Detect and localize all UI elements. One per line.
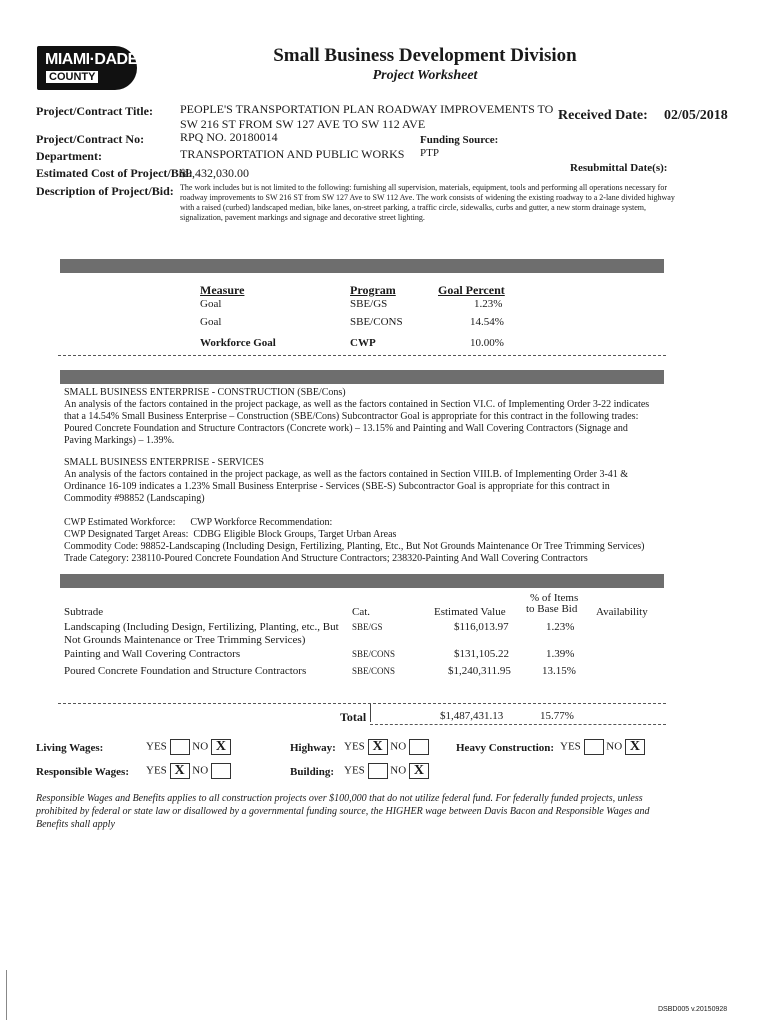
goal-row-1-measure: Goal	[200, 298, 222, 310]
subtrade-header: Subtrade	[64, 606, 104, 618]
measure-header: Measure	[200, 283, 245, 297]
subtrade-row-1-pct: 1.23%	[546, 621, 575, 633]
estimated-cost-value: $9,432,030.00	[180, 166, 249, 180]
logo-miami-text: MIAMI·DADE	[45, 51, 138, 68]
availability-header: Availability	[596, 606, 648, 618]
heavy-construction-row	[456, 742, 554, 754]
logo-county-text: COUNTY	[46, 71, 98, 83]
project-title-label: Project/Contract Title:	[36, 104, 153, 118]
highway-options	[344, 739, 429, 755]
resubmittal-date-label: Resubmittal Date(s):	[570, 162, 668, 174]
building-no-label: NO	[390, 764, 407, 777]
responsible-wages-yes-label: YES	[146, 764, 167, 777]
goal-row-1-program: SBE/GS	[350, 298, 388, 310]
goal-percent-header: Goal Percent	[438, 283, 505, 297]
document-title: Small Business Development Division	[273, 45, 577, 66]
funding-source-value: PTP	[420, 147, 439, 159]
subtrade-row-1-cat: SBE/GS	[352, 622, 383, 632]
department-value: TRANSPORTATION AND PUBLIC WORKS	[180, 147, 405, 161]
responsible-wages-label: Responsible Wages:	[36, 766, 130, 778]
building-yes-label: YES	[344, 764, 365, 777]
responsible-wages-yes-checkbox[interactable]: X	[170, 763, 190, 779]
building-row	[290, 766, 334, 778]
description-label: Description of Project/Bid:	[36, 184, 174, 198]
subtrade-row-3-pct: 13.15%	[542, 665, 576, 677]
cwp-target-areas-line: CWP Designated Target Areas: CDBG Eligible Block Groups, Target Urban Areas	[64, 529, 397, 540]
goal-row-2-program: SBE/CONS	[350, 316, 403, 328]
living-wages-options	[146, 739, 231, 755]
pct-items-header-2: to Base Bid	[526, 603, 578, 615]
responsible-wages-note: Responsible Wages and Benefits applies to all construction projects over $100,000 that do not utilize federal fund. For federally funded projects, unless prohibited by federal or state law or disallowed by a governmental funding source, the HIGHER wage between Davis Bacon and Responsible Wages and Benefits shall apply	[36, 793, 650, 830]
building-yes-checkbox[interactable]	[368, 763, 388, 779]
received-date-label: Received Date:	[558, 108, 648, 123]
subtrade-row-2-cat: SBE/CONS	[352, 649, 396, 659]
building-options	[344, 763, 429, 779]
sbe-cons-heading: SMALL BUSINESS ENTERPRISE - CONSTRUCTION (SBE/Cons)	[64, 387, 346, 398]
trade-category-line: Trade Category: 238110-Poured Concrete Foundation And Structure Contractors; 238320-Painting And Wall Covering Contractors	[64, 553, 588, 564]
subtrade-row-2-pct: 1.39%	[546, 648, 575, 660]
estimated-value-header: Estimated Value	[434, 606, 506, 618]
department-label: Department:	[36, 149, 102, 163]
workforce-goal-percent: 10.00%	[470, 337, 504, 349]
heavy-construction-label: Heavy Construction:	[456, 742, 555, 754]
goal-row-2-percent: 14.54%	[470, 316, 504, 328]
funding-source-label: Funding Source:	[420, 134, 499, 146]
goal-row-2-measure: Goal	[200, 316, 222, 328]
contract-no-label: Project/Contract No:	[36, 132, 145, 146]
subtrade-row-3-value: $1,240,311.95	[448, 665, 511, 677]
highway-label: Highway:	[290, 742, 336, 754]
goals-divider	[58, 355, 666, 356]
description-value: The work includes but is not limited to the following: furnishing all supervision, materials, equipment, tools and performing all operations necessary for roadway improvements to SW 216 ST from SW 127 Ave to SW 112 Ave. The work consists of widening the existing roadway to a 2-lane divided highway with a raised (curbed) landscaped median, bike lanes, on-street parking, a traffic circle, sidewalks, curbs and gutter, a new storm drainage system, signalization, pavement markings and signage and decorative street lighting.	[180, 183, 675, 222]
received-date-value: 02/05/2018	[664, 108, 728, 123]
highway-row	[290, 742, 336, 754]
building-no-checkbox[interactable]: X	[409, 763, 429, 779]
contract-no-value: RPQ NO. 20180014	[180, 130, 278, 144]
living-wages-no-checkbox[interactable]: X	[211, 739, 231, 755]
heavy-construction-options	[560, 739, 645, 755]
total-pct: 15.77%	[540, 710, 574, 722]
sbe-services-heading: SMALL BUSINESS ENTERPRISE - SERVICES	[64, 457, 264, 468]
subtrade-row-1-value: $116,013.97	[454, 621, 509, 633]
heavy-no-checkbox[interactable]: X	[625, 739, 645, 755]
project-title-value-1: PEOPLE'S TRANSPORTATION PLAN ROADWAY IMPROVEMENTS TO	[180, 102, 554, 116]
heavy-yes-checkbox[interactable]	[584, 739, 604, 755]
total-value: $1,487,431.13	[440, 710, 504, 722]
responsible-wages-no-checkbox[interactable]	[211, 763, 231, 779]
subtrade-divider	[58, 703, 666, 704]
subtrade-row-1-name-cont: Not Grounds Maintenance or Tree Trimming Services)	[64, 634, 306, 646]
cwp-workforce-line: CWP Estimated Workforce: CWP Workforce Recommendation:	[64, 517, 333, 528]
goals-section-bar	[60, 259, 664, 273]
living-wages-yes-checkbox[interactable]	[170, 739, 190, 755]
heavy-no-label: NO	[606, 740, 623, 753]
sbe-cons-text: An analysis of the factors contained in the project package, as well as the factors contained in Section VI.C. of Implementing Order 3-22 indicates that a 14.54% Small Business Enterprise – Construction (SBE/Cons) Subcontractor Goal is appropriate for this contract in the following trades: Poured Concrete Foundation and Structure Contractors (Concrete work) – 13.15% and Painting and Wall Covering Contractors (Signage and Paving Markings) – 1.39%.	[64, 399, 650, 446]
responsible-wages-options	[146, 763, 231, 779]
form-code: DSBD005 v.20150928	[658, 1006, 728, 1013]
pct-items-header-1: % of Items	[530, 592, 579, 604]
workforce-goal-measure: Workforce Goal	[200, 337, 276, 349]
document-subtitle: Project Worksheet	[372, 68, 478, 83]
subtrade-row-2-name: Painting and Wall Covering Contractors	[64, 648, 241, 660]
workforce-goal-program: CWP	[350, 337, 376, 349]
total-label: Total	[340, 710, 367, 724]
total-divider-line	[370, 704, 371, 722]
analysis-section-bar	[60, 370, 664, 384]
commodity-code-line: Commodity Code: 98852-Landscaping (Including Design, Fertilizing, Planting, Etc., But Not Grounds Maintenance Or Tree Trimming Services)	[64, 541, 645, 552]
subtrade-row-1-name: Landscaping (Including Design, Fertilizing, Planting, etc., But	[64, 621, 339, 633]
highway-yes-checkbox[interactable]: X	[368, 739, 388, 755]
subtrade-row-2-value: $131,105.22	[454, 648, 509, 660]
highway-yes-label: YES	[344, 740, 365, 753]
total-underline	[370, 724, 666, 725]
living-wages-label: Living Wages:	[36, 742, 104, 754]
sbe-services-text: An analysis of the factors contained in the project package, as well as the factors contained in Section VIII.B. of Implementing Order 3-41 & Ordinance 16-109 indicates a 1.23% Small Business Enterprise - Services (SBE-S) Subcontractor Goal is appropriate for this contract in Commodity #98852 (Landscaping)	[64, 469, 629, 504]
cat-header: Cat.	[352, 606, 371, 618]
highway-no-checkbox[interactable]	[409, 739, 429, 755]
responsible-wages-row	[36, 766, 129, 778]
heavy-yes-label: YES	[560, 740, 581, 753]
living-wages-yes-label: YES	[146, 740, 167, 753]
scan-margin-mark	[6, 970, 7, 1020]
subtrade-row-3-name: Poured Concrete Foundation and Structure Contractors	[64, 665, 307, 677]
living-wages-row	[36, 742, 103, 754]
project-title-value-2: SW 216 ST FROM SW 127 AVE TO SW 112 AVE	[180, 117, 426, 131]
subtrade-section-bar	[60, 574, 664, 588]
subtrade-row-3-cat: SBE/CONS	[352, 666, 396, 676]
estimated-cost-label: Estimated Cost of Project/Bid:	[36, 166, 193, 180]
building-label: Building:	[290, 766, 335, 778]
program-header: Program	[350, 283, 396, 297]
goal-row-1-percent: 1.23%	[474, 298, 503, 310]
highway-no-label: NO	[390, 740, 407, 753]
responsible-wages-no-label: NO	[192, 764, 209, 777]
living-wages-no-label: NO	[192, 740, 209, 753]
